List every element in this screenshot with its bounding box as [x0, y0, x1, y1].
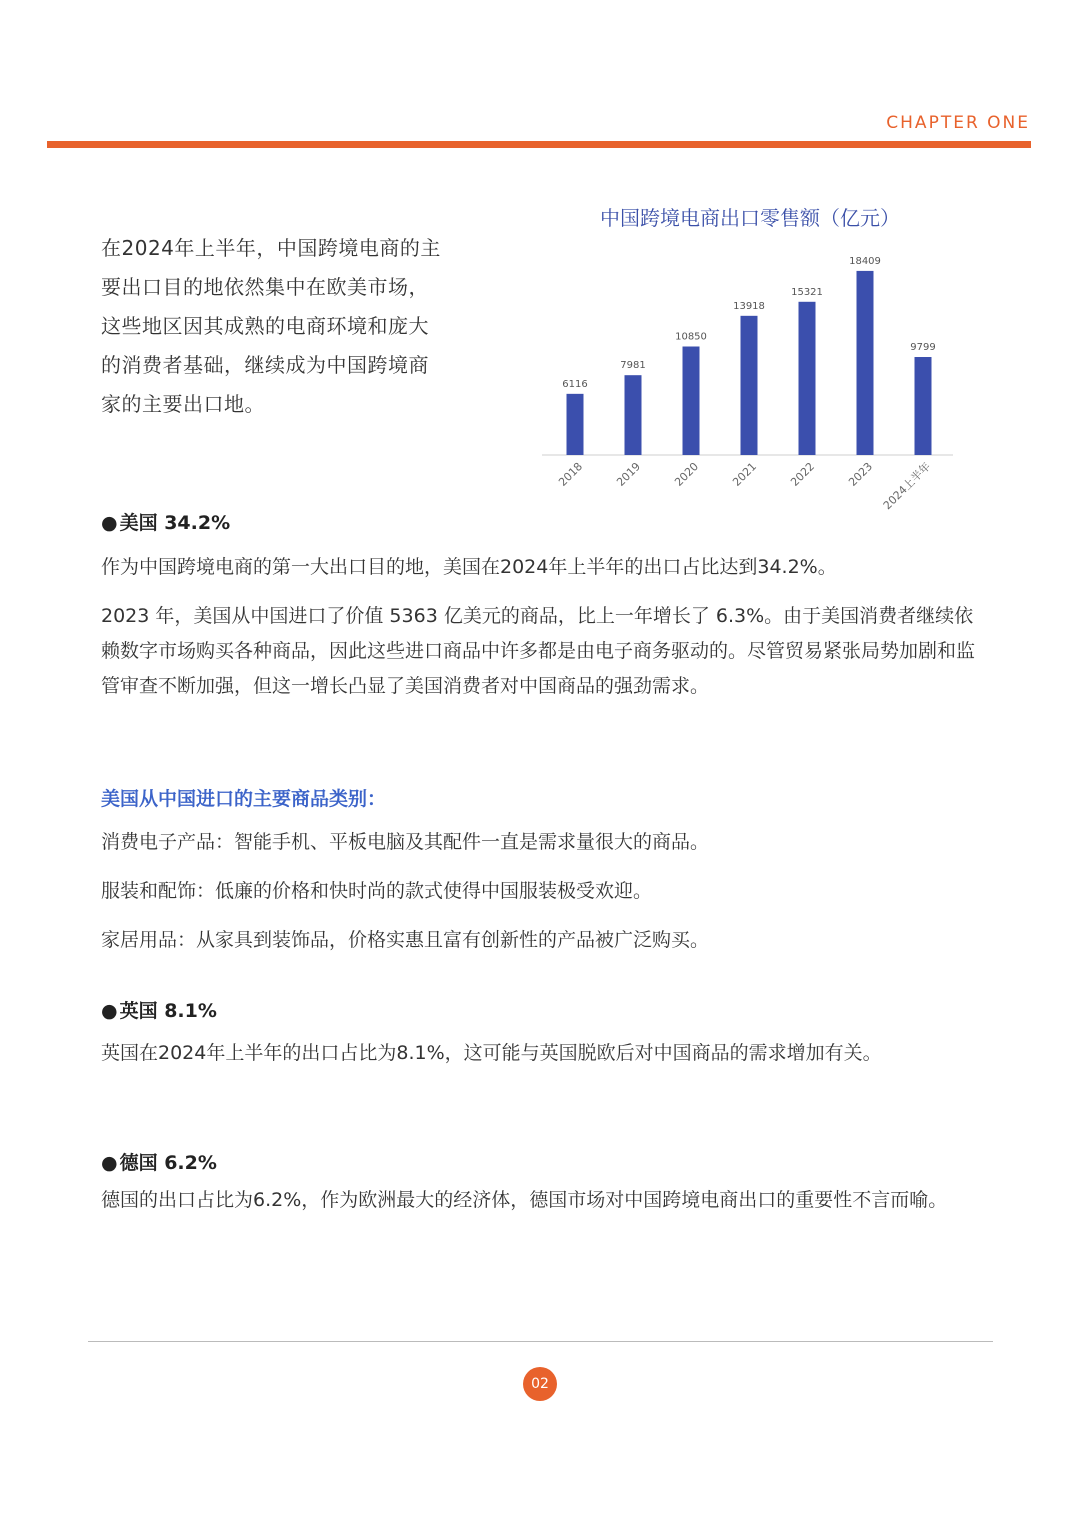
germany-heading-text: 德国 6.2% — [119, 1152, 217, 1174]
data-label-2021: 13918 — [733, 300, 765, 312]
uk-heading-text: 英国 8.1% — [119, 1000, 217, 1022]
uk-paragraph: 英国在2024年上半年的出口占比为8.1%，这可能与英国脱欧后对中国商品的需求增加有关。 — [101, 1042, 882, 1064]
x-tick-2021: 2021 — [730, 459, 760, 489]
bar-2020 — [683, 347, 700, 456]
category-item-apparel: 服装和配饰：低廉的价格和快时尚的款式使得中国服装极受欢迎。 — [101, 880, 653, 902]
header-rule — [47, 141, 1031, 148]
bar-2023 — [857, 271, 874, 455]
bullet-icon: ● — [101, 512, 118, 534]
usa-paragraph-2: 2023 年，美国从中国进口了价值 5363 亿美元的商品，比上一年增长了 6.3%。由于美国消费者继续依赖数字市场购买各种商品，因此这些进口商品中许多都是由电子商务驱动的。尽管贸易紧张局势加剧和监管审查不断加强，但这一增长凸显了美国消费者对中国商品的强劲需求。 — [101, 605, 976, 697]
chapter-label: CHAPTER ONE — [886, 113, 1030, 133]
x-tick-2019: 2019 — [614, 459, 644, 489]
page-number: 02 — [523, 1367, 557, 1401]
intro-paragraph: 在2024年上半年，中国跨境电商的主要出口目的地依然集中在欧美市场，这些地区因其成熟的电商环境和庞大的消费者基础，继续成为中国跨境商家的主要出口地。 — [101, 236, 441, 416]
data-label-2018: 6116 — [562, 378, 588, 390]
usa-paragraph-1: 作为中国跨境电商的第一大出口目的地，美国在2024年上半年的出口占比达到34.2%。 — [101, 556, 837, 578]
export-retail-chart — [540, 240, 960, 530]
x-tick-2024上半年: 2024上半年 — [880, 459, 934, 513]
germany-heading — [101, 1148, 217, 1175]
chart-title: 中国跨境电商出口零售额（亿元） — [600, 206, 900, 230]
bar-2019 — [625, 375, 642, 455]
bar-2018 — [567, 394, 584, 455]
germany-paragraph: 德国的出口占比为6.2%，作为欧洲最大的经济体，德国市场对中国跨境电商出口的重要性不言而喻。 — [101, 1189, 948, 1211]
data-label-2024上半年: 9799 — [910, 342, 936, 354]
usa-heading — [101, 508, 230, 535]
bullet-icon: ● — [101, 1152, 118, 1174]
data-label-2020: 10850 — [675, 331, 707, 343]
categories-title: 美国从中国进口的主要商品类别： — [101, 788, 387, 810]
x-tick-2023: 2023 — [846, 459, 876, 489]
data-label-2023: 18409 — [849, 255, 881, 267]
data-label-2019: 7981 — [620, 360, 646, 372]
x-tick-2022: 2022 — [788, 459, 818, 489]
footer-rule — [88, 1341, 993, 1342]
bullet-icon: ● — [101, 1000, 118, 1022]
usa-heading-text: 美国 34.2% — [119, 512, 231, 534]
bar-2022 — [799, 302, 816, 455]
category-item-electronics: 消费电子产品：智能手机、平板电脑及其配件一直是需求量很大的商品。 — [101, 831, 710, 853]
x-tick-2020: 2020 — [672, 459, 702, 489]
uk-heading — [101, 996, 217, 1023]
data-label-2022: 15321 — [791, 286, 823, 298]
category-item-home: 家居用品：从家具到装饰品，价格实惠且富有创新性的产品被广泛购买。 — [101, 929, 710, 951]
x-tick-2018: 2018 — [556, 459, 586, 489]
bar-2021 — [741, 316, 758, 455]
bar-2024上半年 — [915, 357, 932, 455]
